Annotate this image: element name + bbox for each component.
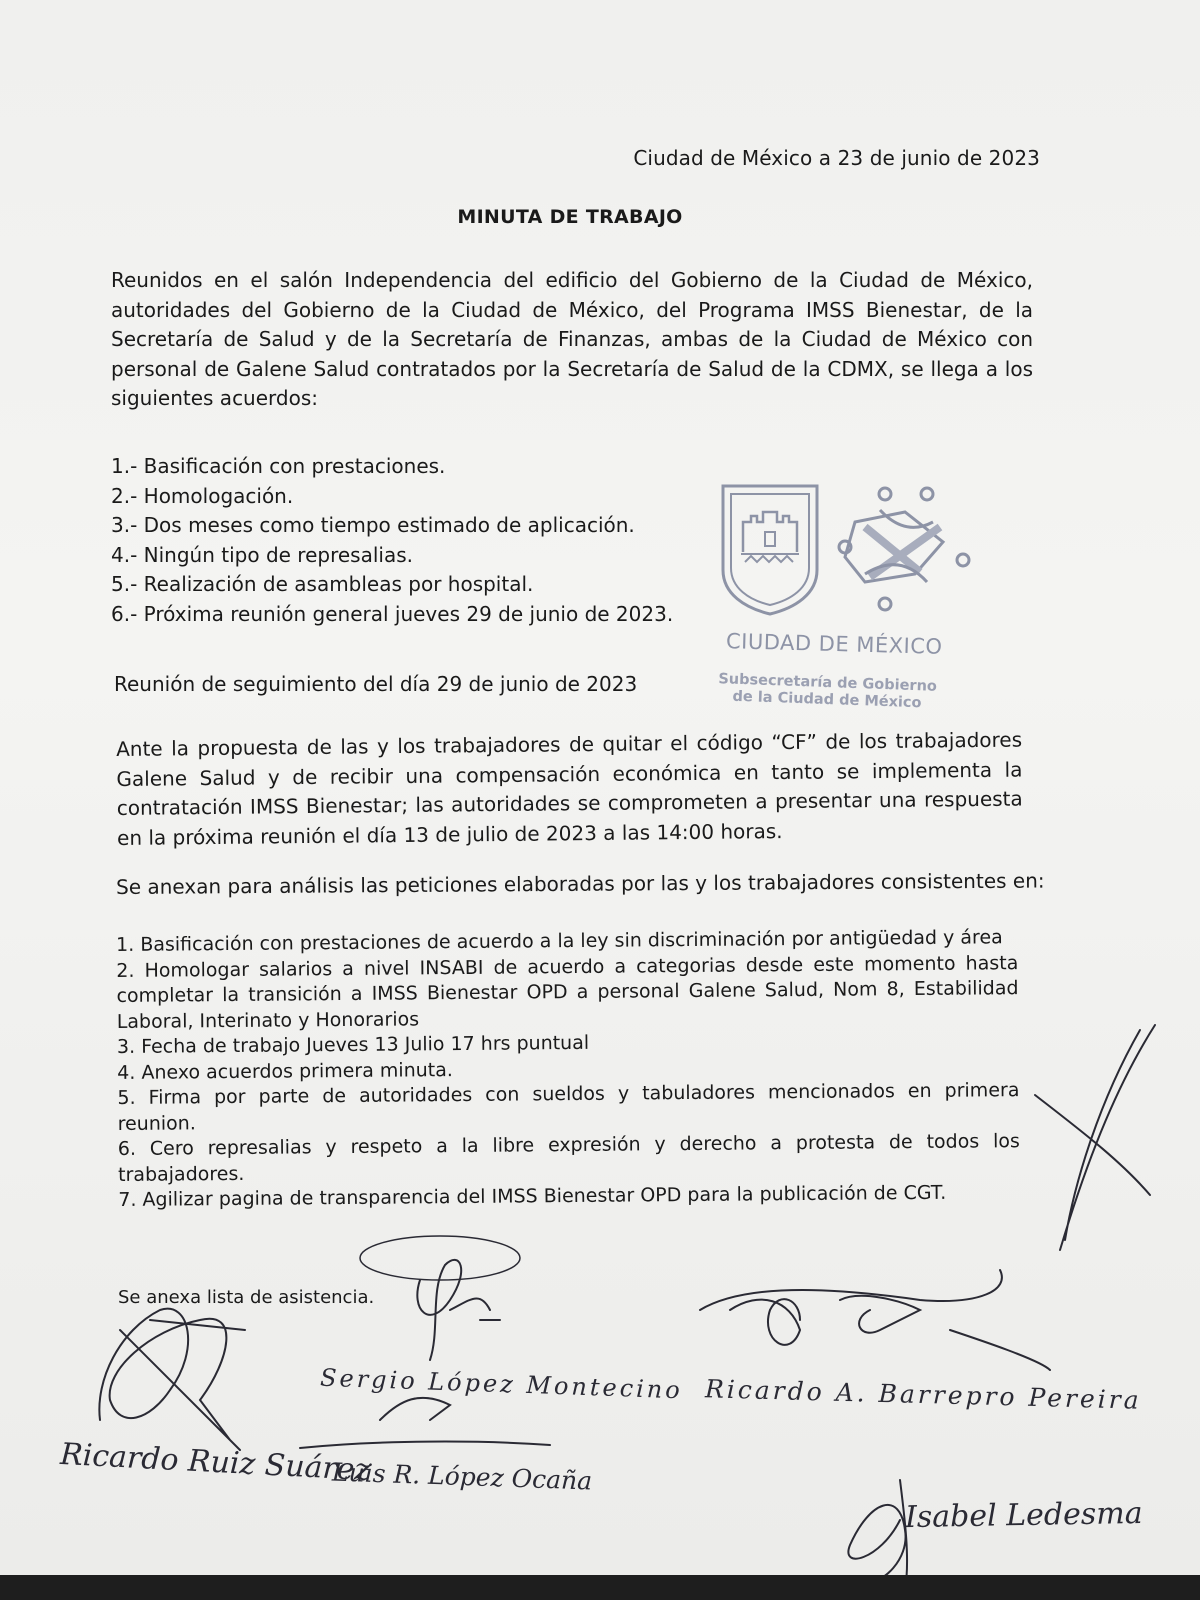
signature-name-1: Ricardo Ruiz Suárez — [59, 1436, 372, 1489]
petition-item: 7. Agilizar pagina de transparencia del IMSS Bienestar OPD para la publicación de CGT. — [118, 1181, 947, 1211]
document-title: MINUTA DE TRABAJO — [457, 206, 683, 228]
document-date: Ciudad de México a 23 de junio de 2023 — [633, 146, 1040, 170]
intro-paragraph: Reunidos en el salón Independencia del edificio del Gobierno de la Ciudad de México, autoridades del Gobierno de la Ciudad de México, del Programa IMSS Bienestar, de la Secretaría de Salud y de la Secretaría de Finanzas, ambas de la Ciudad de México con personal de Galene Salud contratados por la Secretaría de Salud de la CDMX, se llega a los siguientes acuerdos: — [111, 268, 1033, 410]
seal-title: CIUDAD DE MÉXICO — [725, 629, 943, 659]
followup-paragraph: Ante la propuesta de las y los trabajadores de quitar el código “CF” de los trabajadores Galene Salud y de recibir una compensación económica en tanto se implementa la contratación IMSS Bienestar; las autoridades se comprometen a presentar una respuesta en la próxima reunión el día 13 de julio de 2023 a las 14:00 horas. — [116, 727, 1023, 850]
signature-name-4: Ricardo A. Barrepro Pereira — [704, 1374, 1142, 1415]
annex-note: Se anexa lista de asistencia. — [118, 1287, 375, 1308]
signature-scribble-5 — [848, 1480, 907, 1590]
agreement-item: 6.- Próxima reunión general jueves 29 de junio de 2023. — [111, 601, 674, 626]
signature-scribble-2 — [417, 1260, 500, 1360]
seal-line-2: de la Ciudad de México — [732, 688, 922, 712]
agreement-item: 3.- Dos meses como tiempo estimado de aplicación. — [111, 513, 635, 537]
petition-item: 4. Anexo acuerdos primera minuta. — [117, 1058, 453, 1084]
signature-scribble-4 — [300, 1398, 550, 1448]
agreement-item: 4.- Ningún tipo de represalias. — [111, 542, 413, 567]
signature-name-5: Isabel Ledesma — [904, 1495, 1143, 1536]
petition-item: 1. Basificación con prestaciones de acuerdo a la ley sin discriminación por antigüedad y área — [116, 926, 1003, 956]
agreements-list — [111, 452, 673, 629]
petitions-intro: Se anexan para análisis las peticiones elaboradas por las y los trabajadores consistentes en: — [116, 868, 1045, 899]
petition-item: 5. Firma por parte de autoridades con sueldos y tabuladores mencionados en primera reunion. — [117, 1079, 1020, 1135]
petition-item: 3. Fecha de trabajo Jueves 13 Julio 17 hrs puntual — [116, 1031, 590, 1058]
signature-x — [1035, 1025, 1155, 1250]
signature-name-3: Luis R. López Ocaña — [331, 1457, 593, 1496]
page-bottom-shadow — [0, 1575, 1200, 1600]
petitions-list — [116, 925, 1020, 1213]
signature-scribble-3 — [700, 1270, 1050, 1370]
petition-item: 2. Homologar salarios a nivel INSABI de acuerdo a categorias desde este momento hasta completar la transición a IMSS Bienestar OPD a personal Galene Salud, Nom 8, Estabilidad Laboral, Interinato y Honorarios — [116, 951, 1019, 1033]
petition-item: 6. Cero represalias y respeto a la libre expresión y derecho a protesta de todos los trabajadores. — [117, 1130, 1020, 1186]
signature-name-2: Sergio López Montecino — [319, 1363, 684, 1405]
handwritten-circle — [360, 1236, 520, 1280]
agreement-item: 5.- Realización de asambleas por hospital. — [111, 572, 534, 596]
signature-scribble-1 — [99, 1309, 245, 1450]
agreement-item: 2.- Homologación. — [111, 483, 294, 508]
seal-line-1: Subsecretaría de Gobierno — [718, 671, 938, 695]
followup-heading: Reunión de seguimiento del día 29 de junio de 2023 — [114, 672, 638, 696]
agreement-item: 1.- Basificación con prestaciones. — [111, 454, 446, 478]
